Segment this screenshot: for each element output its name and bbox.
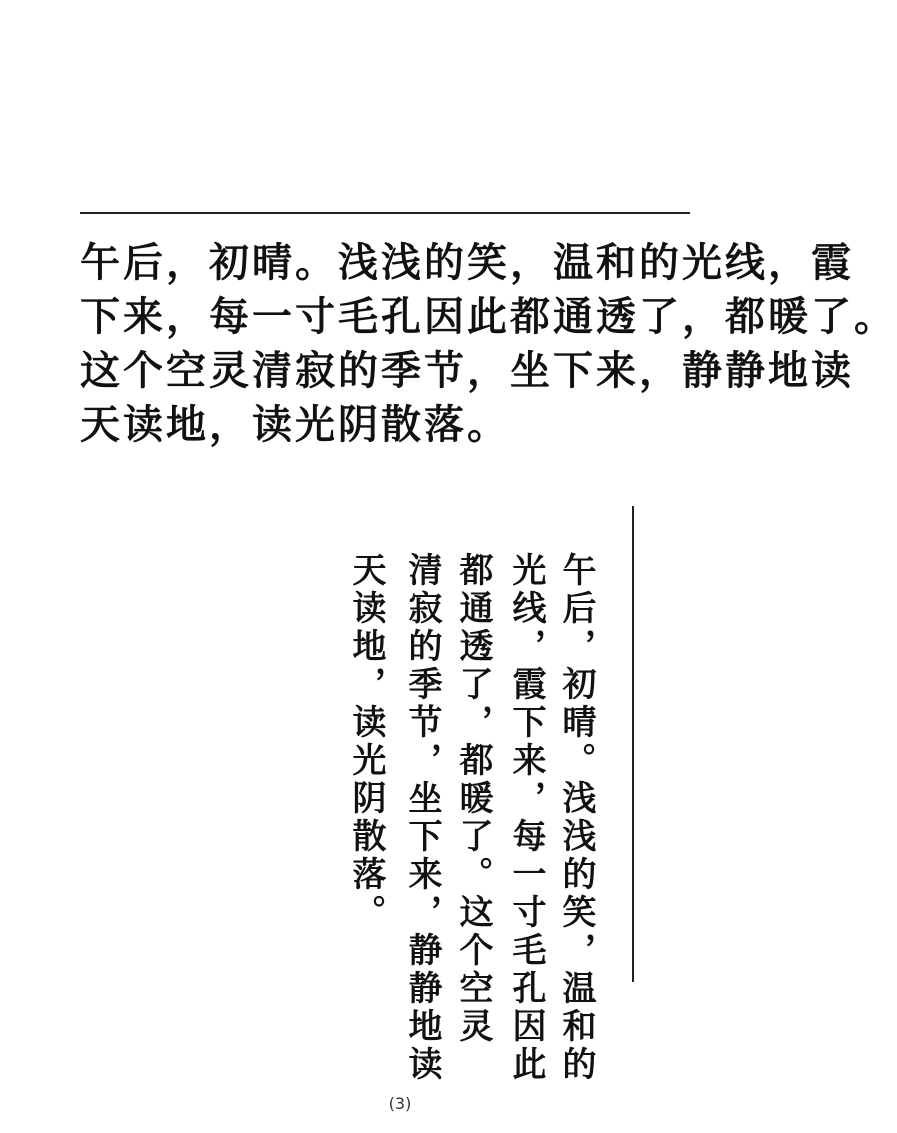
vertical-divider-line: [632, 506, 634, 982]
vertical-column-4: 清寂的季节，坐下来，静静地读: [402, 552, 442, 1084]
horizontal-passage: [80, 236, 897, 452]
vertical-column-2: 光线，霞下来，每一寸毛孔因此: [506, 552, 546, 1084]
page-number: (3): [388, 1094, 412, 1113]
horizontal-line-2: 下来，每一寸毛孔因此都通透了，都暖了。: [80, 294, 897, 340]
horizontal-line-4: 天读地，读光阴散落。: [80, 402, 510, 448]
vertical-column-3: 都通透了，都暖了。这个空灵: [453, 552, 493, 1046]
vertical-column-5: 天读地，读光阴散落。: [346, 552, 386, 932]
top-divider-line: [80, 212, 690, 214]
vertical-column-1: 午后，初晴。浅浅的笑，温和的: [556, 552, 596, 1084]
horizontal-line-3: 这个空灵清寂的季节，坐下来，静静地读: [80, 348, 854, 394]
horizontal-line-1: 午后，初晴。浅浅的笑，温和的光线，霞: [80, 240, 854, 286]
